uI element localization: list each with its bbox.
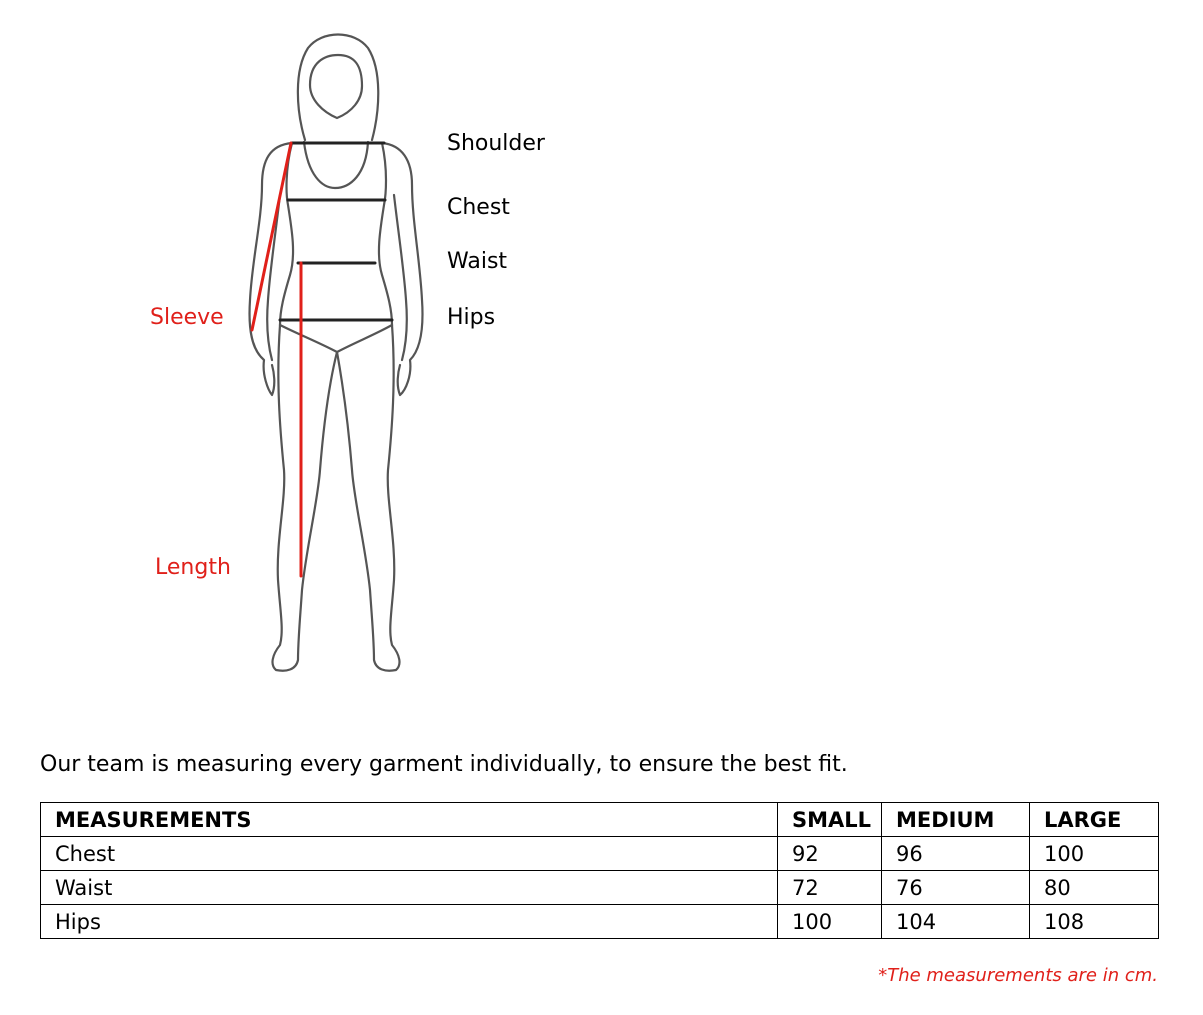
table-row [41, 837, 1159, 871]
face-outline [310, 55, 362, 118]
cell-large: 108 [1030, 905, 1159, 939]
label-shoulder: Shoulder [447, 131, 545, 156]
right-leg-outline [337, 325, 399, 671]
label-length: Length [155, 555, 231, 580]
table-row [41, 871, 1159, 905]
cell-small: 72 [778, 871, 882, 905]
header-measurements: MEASUREMENTS [41, 803, 778, 837]
size-chart-table [40, 802, 1159, 939]
cell-small: 92 [778, 837, 882, 871]
header-small: SMALL [778, 803, 882, 837]
row-label: Waist [41, 871, 778, 905]
left-leg-outline [273, 325, 337, 671]
underwear-outline [280, 325, 392, 352]
header-large: LARGE [1030, 803, 1159, 837]
intro-text: Our team is measuring every garment individually, to ensure the best fit. [40, 752, 848, 777]
label-chest: Chest [447, 195, 510, 220]
neckline-outline [304, 142, 368, 188]
row-label: Chest [41, 837, 778, 871]
label-waist: Waist [447, 249, 508, 274]
cell-large: 100 [1030, 837, 1159, 871]
cell-medium: 76 [882, 871, 1030, 905]
cell-small: 100 [778, 905, 882, 939]
female-figure-outline [250, 35, 423, 671]
label-sleeve: Sleeve [150, 305, 224, 330]
cell-medium: 96 [882, 837, 1030, 871]
cell-medium: 104 [882, 905, 1030, 939]
torso-right-outline [379, 143, 392, 325]
table-header-row [41, 803, 1159, 837]
right-arm-inner-outline [394, 195, 407, 360]
footnote-units: *The measurements are in cm. [878, 965, 1158, 986]
table-row [41, 905, 1159, 939]
cell-large: 80 [1030, 871, 1159, 905]
header-medium: MEDIUM [882, 803, 1030, 837]
row-label: Hips [41, 905, 778, 939]
label-hips: Hips [447, 305, 496, 330]
